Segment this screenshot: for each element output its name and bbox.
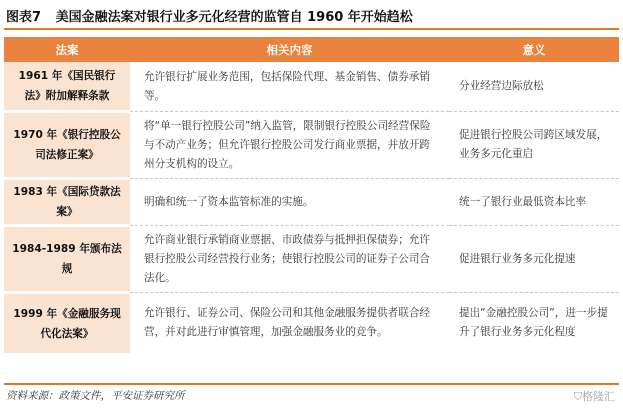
table-row — [4, 226, 619, 293]
law-cell: 1984-1989 年颁布法规 — [4, 226, 130, 293]
content-cell: 允许银行扩展业务范围，包括保险代理、基金销售、债券承销等。 — [130, 62, 449, 112]
law-cell: 1970 年《银行控股公司法修正案》 — [4, 112, 130, 179]
content-cell: 明确和统一了资本监管标准的实施。 — [130, 179, 449, 226]
content-cell: 允许银行、证券公司、保险公司和其他金融服务提供者联合经营，并对此进行审慎管理，加强金融服务业的竞争。 — [144, 307, 431, 338]
meaning-cell: 促进银行业务多元化提速 — [449, 226, 619, 293]
content-cell: 允许商业银行承销商业票据、市政债券与抵押担保债券；允许银行控股公司经营投行业务；使银行控股公司的证券子公司合法化。 — [130, 226, 449, 293]
header-law: 法案 — [4, 37, 130, 62]
watermark-logo: ⛉格隆汇 — [573, 390, 615, 403]
content-cell: 将“单一银行控股公司”纳入监管，限制银行控股公司经营保险与不动产业务；但允许银行控股公司发行商业票据，并放开跨州分支机构的设立。 — [130, 112, 449, 179]
figure-title: 美国金融法案对银行业多元化经营的监管自 1960 年开始趋松 — [55, 10, 413, 25]
header-content: 相关内容 — [130, 37, 449, 62]
meaning-cell: 分业经营边际放松 — [449, 62, 619, 112]
table-row — [4, 112, 619, 179]
figure-number: 图表7 — [6, 10, 42, 25]
table-row — [4, 179, 619, 226]
law-cell: 1983 年《国际贷款法案》 — [4, 179, 130, 226]
header-meaning: 意义 — [449, 37, 619, 62]
meaning-cell: 统一了银行业最低资本比率 — [449, 179, 619, 226]
source-note: 资料来源：政策文件，平安证券研究所 — [6, 390, 185, 402]
figure-title-bar — [6, 6, 617, 28]
table-row — [4, 293, 619, 354]
law-cell: 1999 年《金融服务现代化法案》 — [4, 293, 130, 354]
table-header-row — [4, 37, 619, 62]
meaning-cell: 提出“金融控股公司”，进一步提升了银行业务多元化程度 — [459, 307, 608, 338]
table-row — [4, 62, 619, 112]
top-rule — [4, 28, 619, 30]
law-cell: 1961 年《国民银行法》附加解释条款 — [4, 62, 130, 112]
regulation-table — [4, 37, 619, 353]
meaning-cell: 促进银行控股公司跨区域发展，业务多元化重启 — [449, 112, 619, 179]
bottom-rule — [4, 383, 619, 385]
